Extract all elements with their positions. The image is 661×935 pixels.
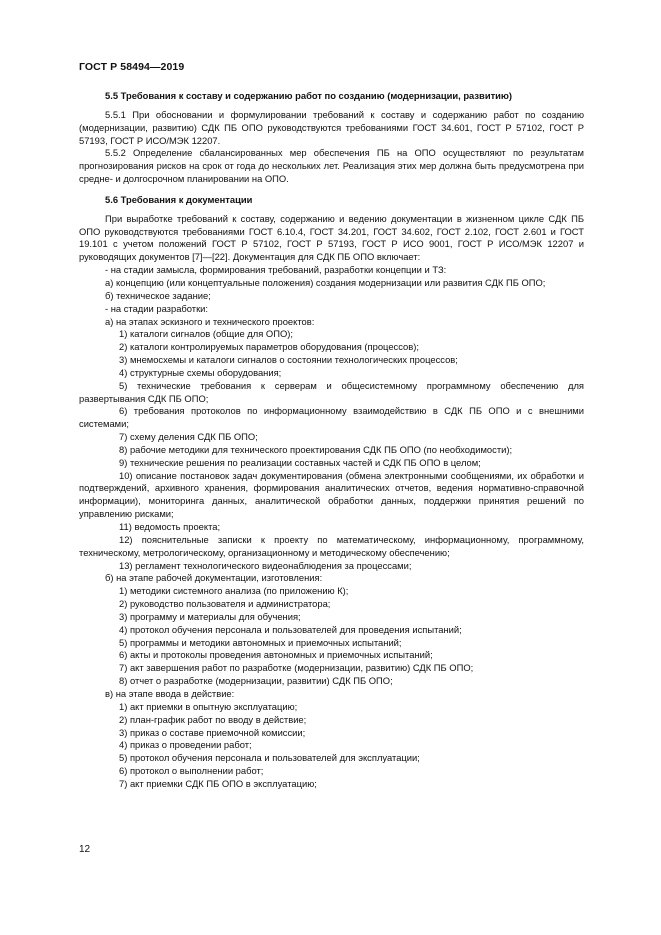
list-item: 4) протокол обучения персонала и пользователей для проведения испытаний; [119, 623, 462, 635]
list-item: - на стадии замысла, формирования требований, разработки концепции и ТЗ: [105, 264, 447, 276]
paragraph-5-6-intro: При выработке требований к составу, содержанию и ведению документации в жизненном цикле СДК ПБ ОПО руководствуются требованиями ГОСТ 6.10.4, ГОСТ 34.201, ГОСТ 34.602, ГОСТ 2.102, ГОСТ 2.601 и ГОСТ 19.101 с учетом положений ГОСТ Р 57102, ГОСТ Р 57193, ГОСТ Р ИСО 9001, ГОСТ Р ИСО/МЭК 12207 и руководящих документов [7]—[22]. Документация для СДК ПБ ОПО включает: [79, 212, 584, 263]
documentation-list [79, 264, 584, 791]
list-item: 2) каталоги контролируемых параметров оборудования (процессов); [119, 341, 419, 353]
list-item: 2) план-график работ по вводу в действие; [119, 713, 307, 725]
list-item: 13) регламент технологического видеонаблюдения за процессами; [119, 559, 412, 571]
list-item: 3) мнемосхемы и каталоги сигналов о состоянии технологических процессов; [119, 354, 458, 366]
list-item: 3) приказ о составе приемочной комиссии; [119, 726, 306, 738]
list-item: 12) пояснительные записки к проекту по математическому, информационному, программному, техническому, метрологическому, организационному и методическому обеспечению; [79, 533, 584, 558]
list-item: 2) руководство пользователя и администратора; [119, 598, 331, 610]
list-item: а) на этапах эскизного и технического проектов: [105, 315, 315, 327]
list-item: 6) требования протоколов по информационному взаимодействию в СДК ПБ ОПО и с внешними системами; [79, 405, 584, 430]
list-item: - на стадии разработки: [105, 302, 209, 314]
document-header: ГОСТ Р 58494—2019 [79, 61, 185, 73]
list-item: 8) отчет о разработке (модернизации, развитии) СДК ПБ ОПО; [119, 675, 393, 687]
list-item: 4) приказ о проведении работ; [119, 739, 252, 751]
list-item: 4) структурные схемы оборудования; [119, 366, 282, 378]
list-item: 1) методики системного анализа (по приложению К); [119, 585, 349, 597]
list-item: б) на этапе рабочей документации, изготовления: [105, 572, 323, 584]
list-item: 3) программу и материалы для обучения; [119, 610, 301, 622]
list-item: а) концепцию (или концептуальные положения) создания модернизации или развития СДК ПБ ОПО; [105, 276, 546, 288]
list-item: 11) ведомость проекта; [119, 521, 221, 532]
list-item: 9) технические решения по реализации составных частей и СДК ПБ ОПО в целом; [119, 456, 481, 468]
section-5-5-title: 5.5 Требования к составу и содержанию работ по созданию (модернизации, развитию) [105, 90, 513, 101]
list-item: 6) акты и протоколы проведения автономных и приемочных испытаний; [119, 649, 433, 661]
list-item: 1) акт приемки в опытную эксплуатацию; [119, 700, 298, 712]
paragraph-5-5-2: 5.5.2 Определение сбалансированных мер обеспечения ПБ на ОПО осуществляют по результатам прогнозирования рисков на срок от года до нескольких лет. Реализация этих мер должна быть предусмотрена при средне- и долгосрочном планировании на ОПО. [79, 147, 584, 185]
list-item: 10) описание постановок задач документирования (обмена электронными сообщениями, их обработки и подтверждений, архивного хранения, формирования аналитических отчетов, ведения нормативно-справочной информации), мониторинга данных, аналитической обработки данных, поддержки принятия решений по управлению рисками; [79, 469, 584, 520]
list-item: 5) протокол обучения персонала и пользователей для эксплуатации; [119, 752, 420, 764]
list-item: 1) каталоги сигналов (общие для ОПО); [119, 328, 293, 340]
list-item: 5) программы и методики автономных и приемочных испытаний; [119, 636, 402, 648]
list-item: в) на этапе ввода в действие: [105, 687, 235, 699]
list-item: 6) протокол о выполнении работ; [119, 765, 264, 777]
list-item: 7) акт завершения работ по разработке (модернизации, развитию) СДК ПБ ОПО; [119, 662, 474, 674]
list-item: 7) схему деления СДК ПБ ОПО; [119, 431, 258, 443]
page-number: 12 [79, 844, 91, 855]
list-item: 8) рабочие методики для технического проектирования СДК ПБ ОПО (по необходимости); [119, 443, 513, 455]
list-item: б) техническое задание; [105, 289, 211, 301]
paragraph-5-5-1: 5.5.1 При обосновании и формулировании требований к составу и содержанию работ по созданию (модернизации, развитию) СДК ПБ ОПО руководствуются требованиями ГОСТ 34.601, ГОСТ Р 57102, ГОСТ Р 57193, ГОСТ Р ИСО/МЭК 12207. [79, 108, 584, 146]
page-content [79, 90, 584, 791]
list-item: 5) технические требования к серверам и общесистемному программному обеспечению для развертывания СДК ПБ ОПО; [79, 379, 584, 404]
section-5-6-title: 5.6 Требования к документации [105, 193, 253, 205]
list-item: 7) акт приемки СДК ПБ ОПО в эксплуатацию; [119, 777, 317, 789]
